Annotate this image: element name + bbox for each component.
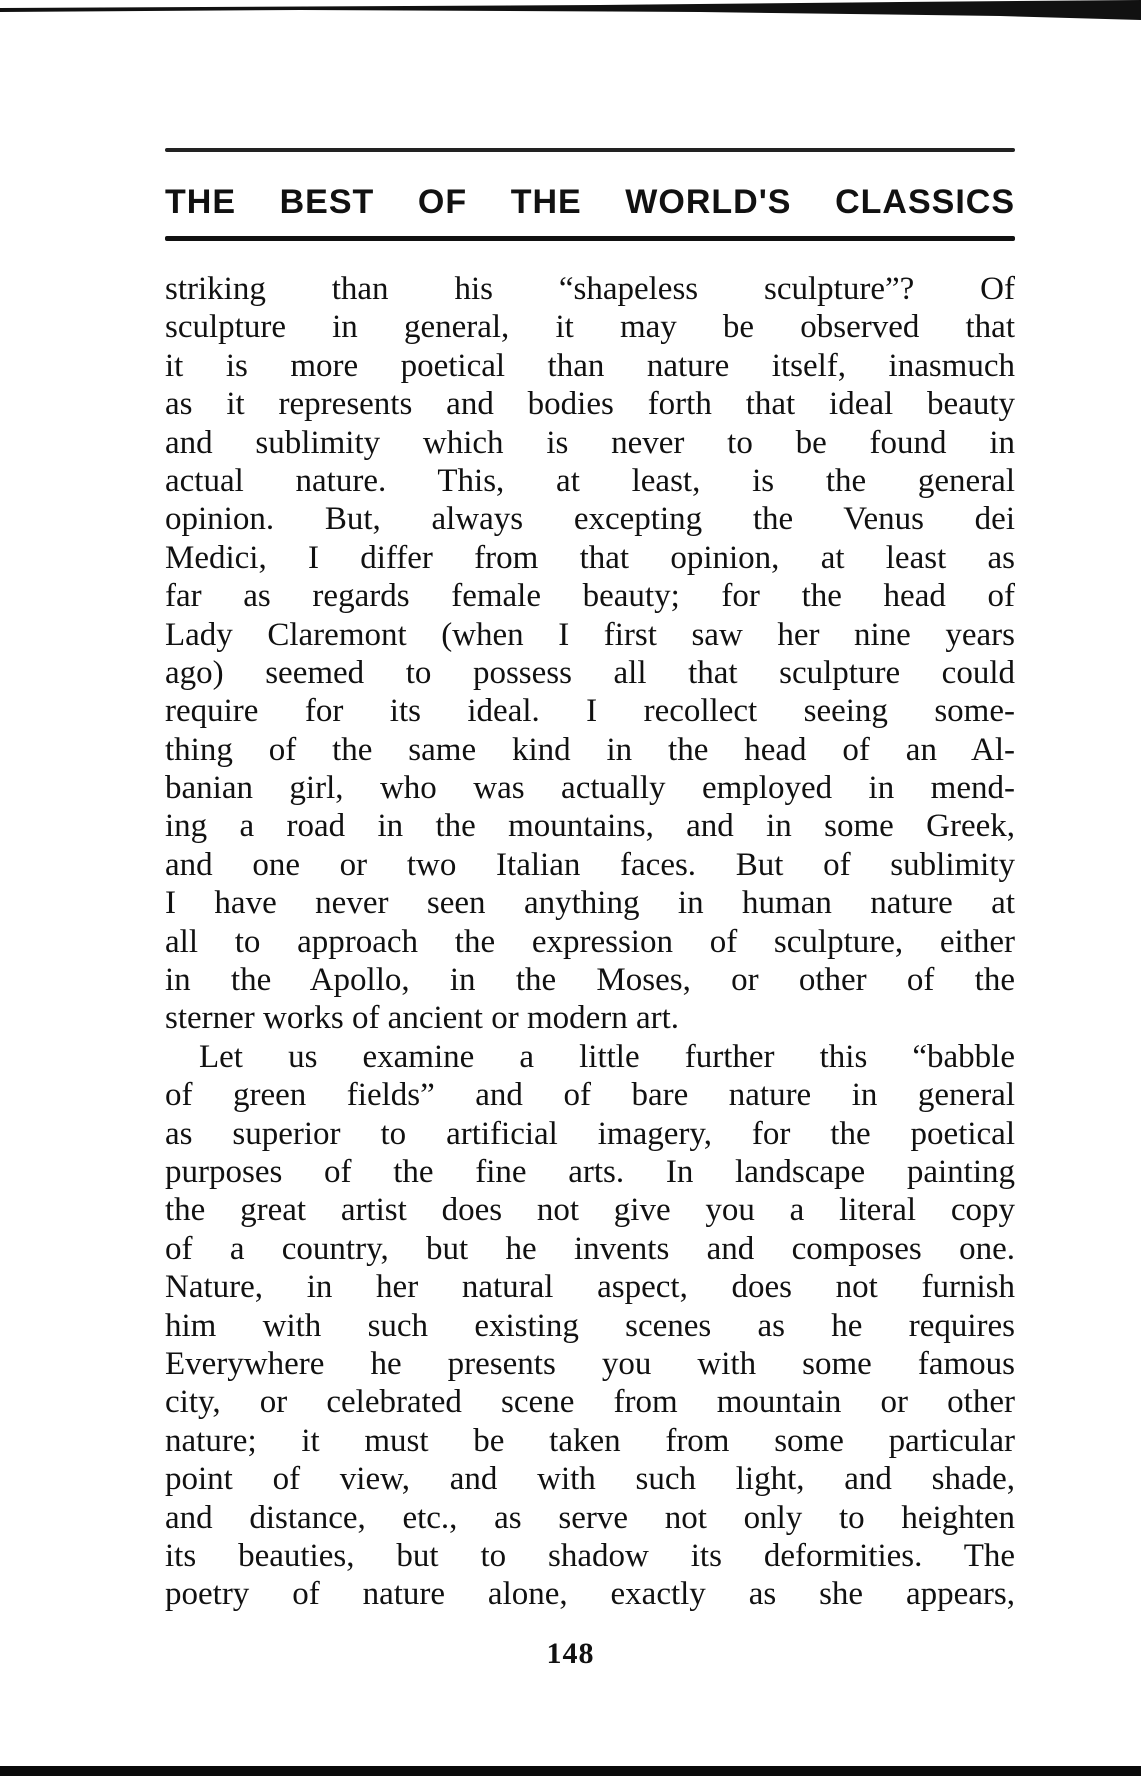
text-line: and distance, etc., as serve not only to heighten — [165, 1499, 1015, 1536]
text-line: him with such existing scenes as he requires — [165, 1307, 1015, 1344]
text-line: Lady Claremont (when I first saw her nine years — [165, 616, 1015, 653]
text-line: striking than his “shapeless sculpture”? Of — [165, 271, 1015, 307]
text-line: require for its ideal. I recollect seeing some- — [165, 693, 1015, 730]
page-number: 148 — [546, 1637, 595, 1670]
header-rule-top — [165, 148, 1015, 152]
text-line: as superior to artificial imagery, for the poetical — [165, 1115, 1015, 1152]
text-line: all to approach the expression of sculpture, either — [165, 923, 1015, 960]
text-line: ing a road in the mountains, and in some Greek, — [165, 808, 1015, 845]
text-line: Everywhere he presents you with some famous — [165, 1345, 1015, 1382]
body-text — [165, 270, 1015, 1614]
scan-edge-bottom — [0, 1766, 1141, 1776]
header-rule-bottom — [165, 236, 1015, 241]
text-line: Nature, in her natural aspect, does not furnish — [165, 1269, 1015, 1306]
text-line: the great artist does not give you a literal copy — [165, 1192, 1015, 1229]
page-header — [165, 148, 1015, 241]
running-head: THE BEST OF THE WORLD'S CLASSICS — [165, 183, 1015, 221]
text-line: Medici, I differ from that opinion, at least as — [165, 539, 1015, 576]
paragraph — [165, 270, 1015, 1038]
text-line: sterner works of ancient or modern art. — [165, 1000, 680, 1037]
text-line: opinion. But, always excepting the Venus dei — [165, 501, 1015, 538]
text-line: actual nature. This, at least, is the general — [165, 462, 1015, 499]
text-line: Let us examine a little further this “babble — [199, 1038, 1015, 1075]
paragraph — [165, 1038, 1015, 1614]
text-line: it is more poetical than nature itself, inasmuch — [165, 347, 1015, 384]
text-line: and one or two Italian faces. But of sublimity — [165, 846, 1015, 883]
text-line: as it represents and bodies forth that ideal beauty — [165, 386, 1015, 423]
text-line: in the Apollo, in the Moses, or other of the — [165, 962, 1015, 999]
text-line: and sublimity which is never to be found in — [165, 424, 1015, 461]
text-line: city, or celebrated scene from mountain or other — [165, 1384, 1015, 1421]
text-line: nature; it must be taken from some particular — [165, 1422, 1015, 1459]
text-line: banian girl, who was actually employed in mend- — [165, 770, 1015, 807]
text-line: its beauties, but to shadow its deformities. The — [165, 1537, 1015, 1574]
text-line: sculpture in general, it may be observed that — [165, 309, 1015, 346]
text-line: point of view, and with such light, and shade, — [165, 1461, 1015, 1498]
text-line: I have never seen anything in human nature at — [165, 885, 1015, 922]
text-line: purposes of the fine arts. In landscape painting — [165, 1153, 1015, 1190]
scan-edge-top — [0, 0, 1141, 22]
text-line: thing of the same kind in the head of an Al- — [165, 731, 1015, 768]
text-line: of green fields” and of bare nature in general — [165, 1077, 1015, 1114]
text-line: ago) seemed to possess all that sculpture could — [165, 654, 1015, 691]
text-line: of a country, but he invents and composes one. — [165, 1230, 1015, 1267]
text-line: poetry of nature alone, exactly as she appears, — [165, 1576, 1015, 1613]
text-line: far as regards female beauty; for the head of — [165, 578, 1015, 615]
